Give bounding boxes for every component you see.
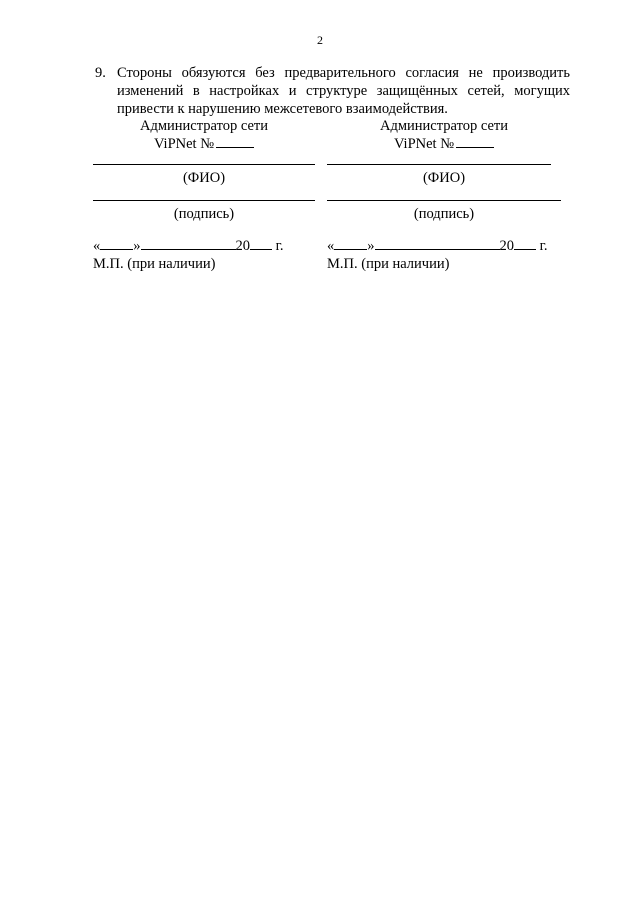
fio-line[interactable] (327, 164, 551, 165)
clause-number: 9. (95, 65, 106, 81)
signature-caption: (подпись) (413, 206, 475, 222)
admin-title: Администратор сети (140, 118, 268, 134)
year-blank[interactable] (250, 236, 272, 250)
page-number: 2 (317, 33, 323, 47)
admin-heading (327, 118, 561, 153)
vipnet-number-label: ViPNet № (327, 135, 561, 153)
fio-line[interactable] (93, 164, 315, 165)
vipnet-number-blank[interactable] (216, 135, 254, 148)
month-blank[interactable] (141, 236, 236, 250)
admin-title: Администратор сети (380, 118, 508, 134)
signature-caption: (подпись) (173, 206, 235, 222)
signature-line[interactable] (327, 200, 561, 201)
vipnet-number-blank[interactable] (456, 135, 494, 148)
fio-caption: (ФИО) (182, 170, 226, 186)
admin-heading (93, 118, 315, 153)
stamp-note: М.П. (при наличии) (327, 256, 450, 272)
vipnet-number-label: ViPNet № (93, 135, 315, 153)
clause-9 (95, 64, 570, 118)
year-blank[interactable] (514, 236, 536, 250)
clause-text: Стороны обязуются без предварительного согласия не производить изменений в настройках и структуре защищённых сетей, могущих привести к нарушению межсетевого взаимодействия. (117, 65, 570, 117)
signature-block-right (327, 118, 561, 272)
date-line: « » 20 г. (93, 238, 284, 254)
signature-line[interactable] (93, 200, 315, 201)
month-blank[interactable] (375, 236, 500, 250)
signature-block-left (93, 118, 315, 272)
date-line: « » 20 г. (327, 238, 548, 254)
day-blank[interactable] (334, 236, 367, 250)
stamp-note: М.П. (при наличии) (93, 256, 216, 272)
fio-caption: (ФИО) (422, 170, 466, 186)
day-blank[interactable] (100, 236, 133, 250)
